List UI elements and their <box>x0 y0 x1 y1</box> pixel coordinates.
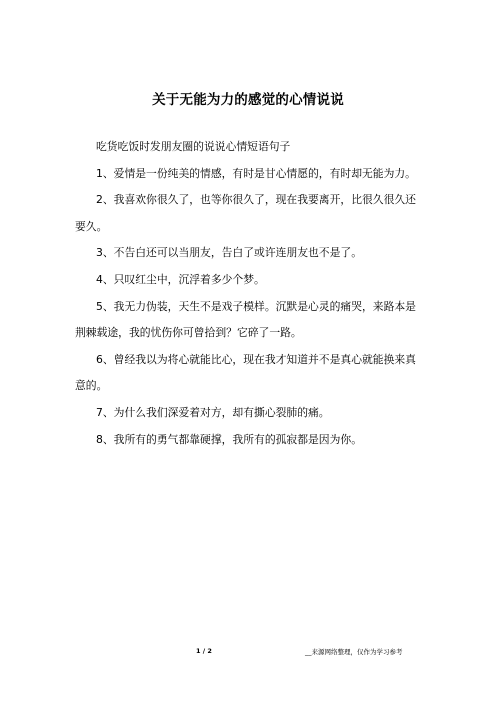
paragraph-3: 3、不告白还可以当朋友，告白了或许连朋友也不是了。 <box>96 246 362 260</box>
paragraph-8: 8、我所有的勇气都靠硬撑，我所有的孤寂都是因为你。 <box>96 432 362 446</box>
paragraph-5: 5、我无力伪装，天生不是戏子模样。沉默是心灵的痛哭，来路本是荆棘载途，我的忧伤你可曾拾到？它碎了一路。 <box>75 299 416 340</box>
paragraph-4: 4、只叹红尘中，沉浮着多少个梦。 <box>96 272 265 286</box>
page-number: 1 / 2 <box>196 647 212 655</box>
document-body <box>75 134 420 453</box>
paragraph-7: 7、为什么我们深爱着对方，却有撕心裂肺的痛。 <box>96 405 330 419</box>
paragraph-2: 2、我喜欢你很久了，也等你很久了，现在我要离开，比很久很久还要久。 <box>75 193 416 233</box>
paragraph-6: 6、曾经我以为将心就能比心，现在我才知道并不是真心就能换来真意的。 <box>75 352 416 393</box>
paragraph-subtitle: 吃货吃饭时发朋友圈的说说心情短语句子 <box>96 140 291 153</box>
document-title: 关于无能为力的感觉的心情说说 <box>152 92 344 108</box>
paragraph-1: 1、爱情是一份纯美的情感，有时是甘心情愿的，有时却无能为力。 <box>96 166 416 180</box>
source-note: __来源网络整理，仅作为学习参考 <box>305 648 403 656</box>
